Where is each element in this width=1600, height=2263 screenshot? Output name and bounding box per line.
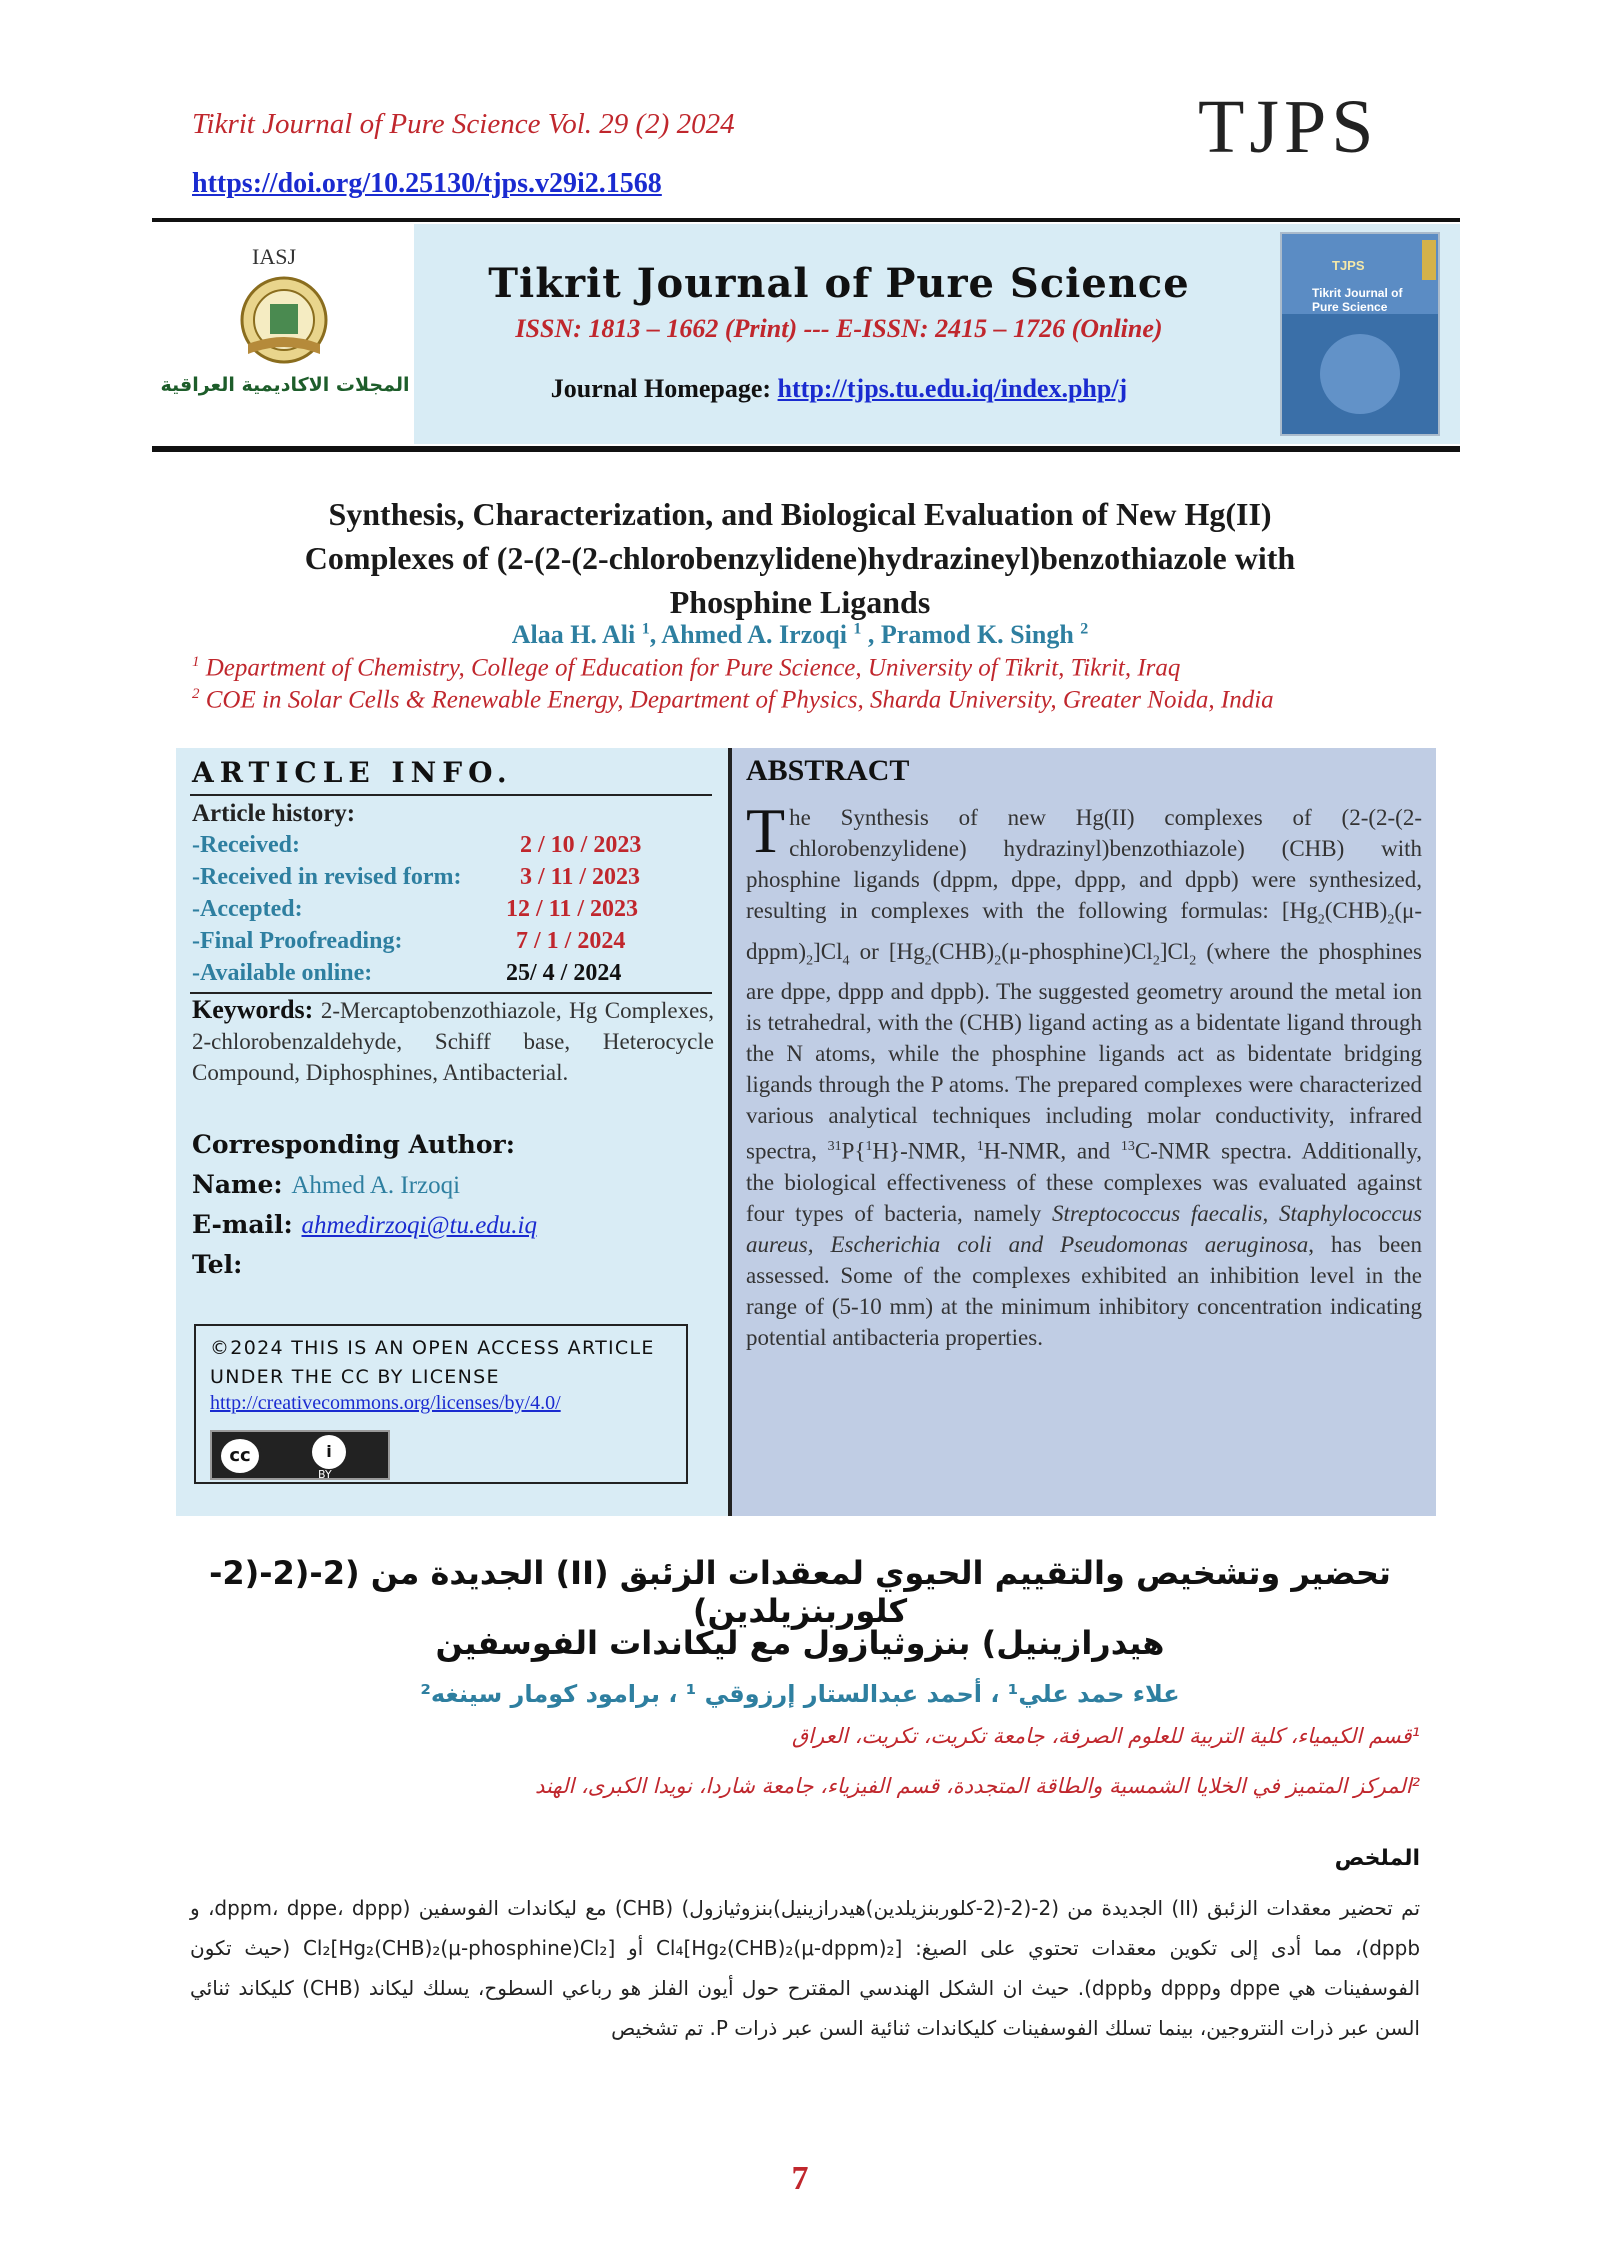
author-email-row (192, 1210, 537, 1240)
history-accepted-label: -Accepted: (192, 896, 303, 922)
iasj-label: IASJ (252, 244, 297, 269)
abstract-dropcap: T (746, 795, 786, 866)
email-label: E-mail: (192, 1210, 293, 1239)
author-name: Ahmed A. Irzoqi (291, 1172, 461, 1199)
tjps-logo: TJPS (1198, 85, 1379, 169)
cover-title: Tikrit Journal of Pure Science (1312, 286, 1403, 314)
article-info-box (176, 748, 728, 1516)
license-box (194, 1324, 688, 1484)
author-name-row (192, 1170, 460, 1200)
history-online-label: -Available online: (192, 960, 373, 986)
history-received-label: -Received: (192, 832, 300, 858)
arabic-title-line-1: تحضير وتشخيص والتقييم الحيوي لمعقدات الزئبق (II) الجديدة من (2-(2-(2-كلوربنزيلدين) (209, 1554, 1391, 1630)
journal-homepage (414, 374, 1264, 404)
arabic-abstract-text: تم تحضير معقدات الزئبق (II) الجديدة من (2-(2-(2-كلوربنزيلدين)هيدرازينيل)بنزوثيازول) (CHB) مع ليكاندات الفوسفين (dppm، dppe، dppp، و dppb)، مما أدى إلى تكوين معقدات تحتوي على الصيغ: [Hg₂(CHB)₂(μ-dppm)₂]Cl₄ أو [Hg₂(CHB)₂(μ-phosphine)Cl₂]Cl₂ (حيث تكون الفوسفينات هي dppe وdppp وdppb). حيث ان الشكل الهندسي المقترح حول أيون الفلز هو رباعي السطوح، يسلك ليكاند (CHB) كليكاند ثنائي السن عبر ذرات النتروجين، بينما تسلك الفوسفينات كليكاندات ثنائية السن عبر ذرات P. تم تشخيص (190, 1896, 1421, 2040)
affiliation-1-number: 1 (192, 654, 200, 670)
keywords (192, 994, 714, 1088)
history-revised-label: -Received in revised form: (192, 864, 462, 890)
journal-issn: ISSN: 1813 – 1662 (Print) --- E-ISSN: 2415 – 1726 (Online) (515, 314, 1163, 343)
arabic-authors: علاء حمد علي¹ ، أحمد عبدالستار إرزوقي ¹ ، برامود كومار سينغه² (420, 1680, 1180, 1708)
keywords-list: 2-Mercaptobenzothiazole, Hg Complexes, 2-chlorobenzaldehyde, Schiff base, Heterocycle Compound, Diphosphines, Antibacterial. (192, 998, 714, 1085)
cover-image (1280, 232, 1440, 436)
affiliation-2-number: 2 (192, 686, 200, 702)
page-number: 7 (791, 2160, 809, 2197)
homepage-label: Journal Homepage: (550, 374, 778, 403)
affiliation-1 (192, 654, 1452, 682)
cc-by-badge[interactable] (210, 1430, 390, 1480)
iasj-seal-icon (238, 274, 330, 366)
bacteria-species: Streptococcus faecalis, Staphylococcus aureus, Escherichia coli and Pseudomonas aeruginosa (746, 1200, 1423, 1257)
arabic-affiliation-2: ²المركز المتميز في الخلايا الشمسية والطاقة المتجددة، قسم الفيزياء، جامعة شاردا، نويدا الكبرى، الهند (535, 1774, 1420, 1798)
doi-link[interactable]: https://doi.org/10.25130/tjps.v29i2.1568 (192, 168, 662, 199)
author-tel-row: Tel: (192, 1250, 243, 1279)
abstract-text: The Synthesis of new Hg(II) complexes of (2-(2-(2-chlorobenzylidene) hydrazinyl)benzothiazole) (CHB) with phosphine ligands (dppm, dppe, dppp, and dppb) were synthesized, resulting in complexes with the following formulas: $[Hg_2(CHB)_2(\mu-dppm)_2]Cl_4$ or $[Hg_2(CHB)_2(\mu-phosphine)Cl_2]Cl_2$ (where the phosphines are dppe, dppp and dppb). The suggested geometry around the metal ion is tetrahedral, with the (CHB) ligand acting as a bidentate ligand through the N atoms, while the phosphine ligands act as bidentate bridging ligands through the P atoms. The prepared complexes were characterized various analytical techniques including molar conductivity, infrared spectra, $^{31}$P{$^1$H}-NMR, $^1$H-NMR, and $^{13}$C-NMR spectra. Additionally, the biological effectiveness of these complexes was evaluated against four types of bacteria, namely Streptococcus faecalis, Staphylococcus aureus, Escherichia coli and Pseudomonas aeruginosa, has been assessed. Some of the complexes exhibited an inhibition level in the range of (5-10 mm) at the minimum inhibitory concentration indicating potential antibacteria properties. (746, 795, 1423, 1350)
cc-icon: cc (218, 1436, 262, 1476)
history-accepted-date: 12 / 11 / 2023 (506, 896, 639, 922)
name-label: Name: (192, 1170, 283, 1199)
banner-rule (152, 446, 1460, 452)
arabic-title-line-2: هيدرازينيل) بنزوثيازول مع ليكاندات الفوسفين (435, 1624, 1165, 1662)
author-email-link[interactable]: ahmedirzoqi@tu.edu.iq (301, 1212, 537, 1239)
journal-title: Tikrit Journal of Pure Science (488, 260, 1190, 307)
attribution-icon: i (312, 1435, 346, 1469)
journal-cover (1264, 224, 1460, 444)
history-proofreading-label: -Final Proofreading: (192, 928, 403, 954)
header-rule (152, 218, 1460, 222)
info-rule (190, 794, 712, 796)
journal-citation: Tikrit Journal of Pure Science Vol. 29 (2) 2024 (192, 108, 735, 140)
author-2: Ahmed A. Irzoqi (661, 620, 847, 649)
author-2-affil: 1 (853, 620, 862, 638)
arabic-abstract-heading: الملخص (1334, 1846, 1420, 1871)
author-3-affil: 2 (1080, 620, 1089, 638)
history-proofreading-date: 7 / 1 / 2024 (516, 928, 626, 954)
by-label: BY (318, 1468, 332, 1481)
affiliation-1-text: Department of Chemistry, College of Education for Pure Science, University of Tikrit, Tikrit, Iraq (205, 654, 1181, 682)
iasj-logo (152, 224, 414, 444)
title-line-2: Complexes of (2-(2-(2-chlorobenzylidene)hydrazineyl)benzothiazole with (304, 540, 1296, 576)
abstract-heading: ABSTRACT (746, 754, 910, 787)
history-received-date: 2 / 10 / 2023 (520, 832, 642, 858)
arabic-affiliation-1: ¹قسم الكيمياء، كلية التربية للعلوم الصرفة، جامعة تكريت، تكريت، العراق (791, 1724, 1420, 1748)
author-3: Pramod K. Singh (880, 620, 1074, 649)
history-revised-date: 3 / 11 / 2023 (520, 864, 641, 890)
title-line-3: Phosphine Ligands (669, 584, 931, 620)
history-online-date: 25/ 4 / 2024 (506, 960, 622, 986)
affiliation-2-text: COE in Solar Cells & Renewable Energy, Department of Physics, Sharda University, Greater Noida, India (205, 686, 1274, 714)
title-line-1: Synthesis, Characterization, and Biological Evaluation of New Hg(II) (328, 496, 1272, 532)
author-list: Alaa H. Ali $^1$, Ahmed A. Irzoqi $^1$ , Pramod K. Singh $^2$ (511, 620, 1089, 649)
iasj-arabic-label: المجلات الاكاديمية العراقية (160, 374, 410, 396)
corresponding-author-label: Corresponding Author: (192, 1130, 515, 1159)
author-1: Alaa H. Ali (511, 620, 636, 649)
article-info-heading: ARTICLE INFO. (192, 756, 513, 789)
affiliation-2 (192, 686, 1452, 714)
banner-center (414, 224, 1264, 444)
license-link[interactable]: http://creativecommons.org/licenses/by/4.0/ (210, 1392, 561, 1414)
cover-ribbon (1422, 240, 1436, 280)
journal-banner (152, 224, 1460, 444)
paper-title (180, 492, 1420, 624)
homepage-link[interactable]: http://tjps.tu.edu.iq/index.php/j (777, 374, 1128, 403)
cover-emblem (1320, 334, 1400, 414)
license-text: ©2024 THIS IS AN OPEN ACCESS ARTICLE UNDER THE CC BY LICENSE (210, 1337, 655, 1388)
cover-badge: TJPS (1332, 258, 1365, 273)
keywords-label: Keywords: (192, 995, 314, 1024)
abstract-box (732, 748, 1436, 1516)
author-1-affil: 1 (641, 620, 650, 638)
history-heading: Article history: (192, 800, 356, 827)
